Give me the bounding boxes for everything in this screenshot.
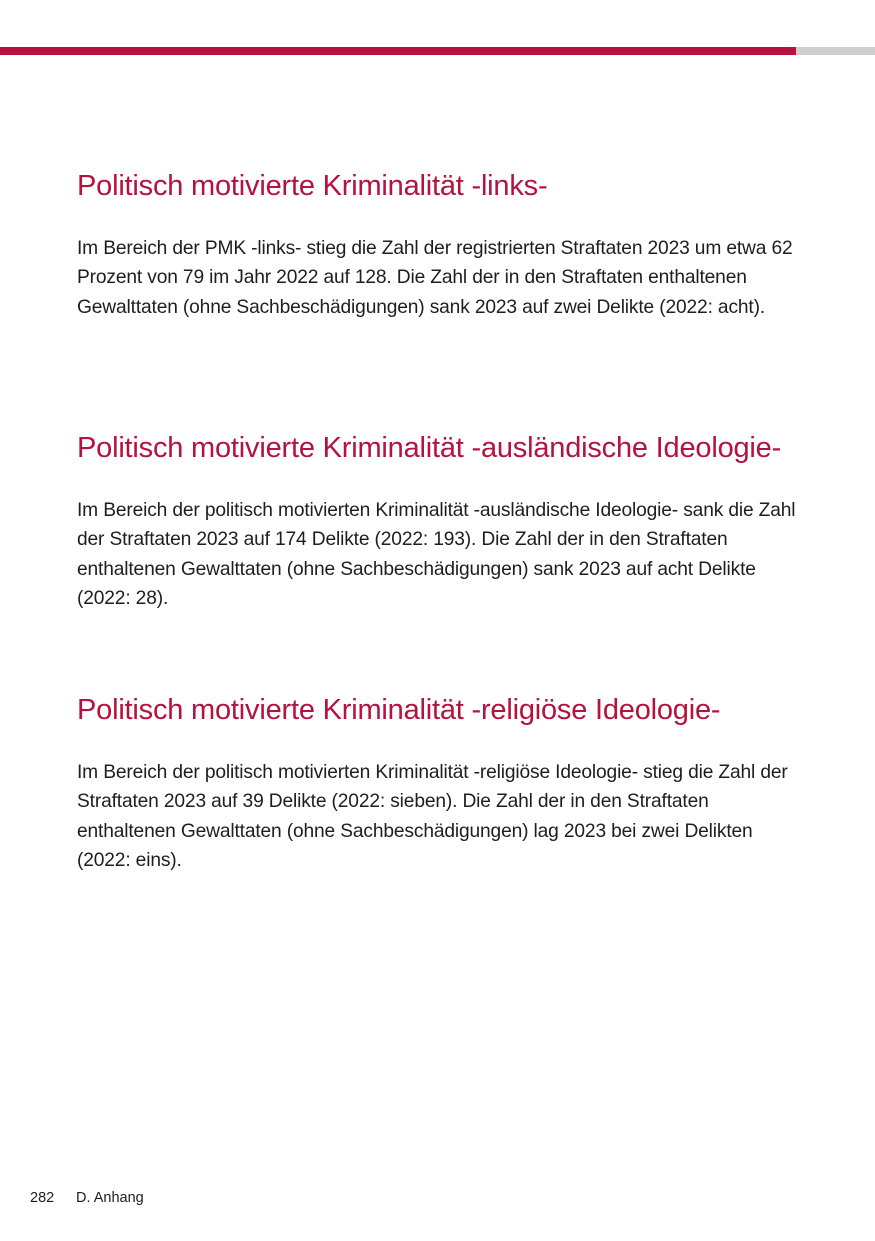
section-pmk-religioese-ideologie [77, 692, 802, 875]
header-rule-gray [796, 47, 875, 55]
section-body: Im Bereich der politisch motivierten Kriminalität -religiöse Ideologie- stieg die Zahl der Straftaten 2023 auf 39 Delikte (2022: sieben). Die Zahl der in den Straftaten enthaltenen Gewalttaten (ohne Sachbeschädigungen) lag 2023 bei zwei Delikten (2022: eins). [77, 762, 788, 871]
section-pmk-auslaendische-ideologie [77, 430, 802, 613]
section-body: Im Bereich der PMK -links- stieg die Zahl der registrierten Straftaten 2023 um etwa 62 Prozent von 79 im Jahr 2022 auf 128. Die Zahl der in den Straftaten enthaltenen Gewalttaten (ohne Sachbeschädigungen) sank 2023 auf zwei Delikte (2022: acht). [77, 238, 793, 318]
page-footer [30, 1190, 144, 1206]
page-number: 282 [30, 1190, 55, 1206]
section-heading: Politisch motivierte Kriminalität -religiöse Ideologie- [77, 694, 721, 726]
chapter-label: D. Anhang [76, 1190, 144, 1206]
section-body: Im Bereich der politisch motivierten Kriminalität -ausländische Ideologie- sank die Zahl der Straftaten 2023 auf 174 Delikte (2022: 193). Die Zahl der in den Straftaten enthaltenen Gewalttaten (ohne Sachbeschädigungen) sank 2023 auf acht Delikte (2022: 28). [77, 500, 796, 609]
section-heading: Politisch motivierte Kriminalität -ausländische Ideologie- [77, 432, 782, 464]
section-heading: Politisch motivierte Kriminalität -links- [77, 170, 548, 202]
header-rule-accent [0, 47, 796, 55]
header-rule [0, 47, 875, 55]
section-pmk-links [77, 168, 802, 322]
